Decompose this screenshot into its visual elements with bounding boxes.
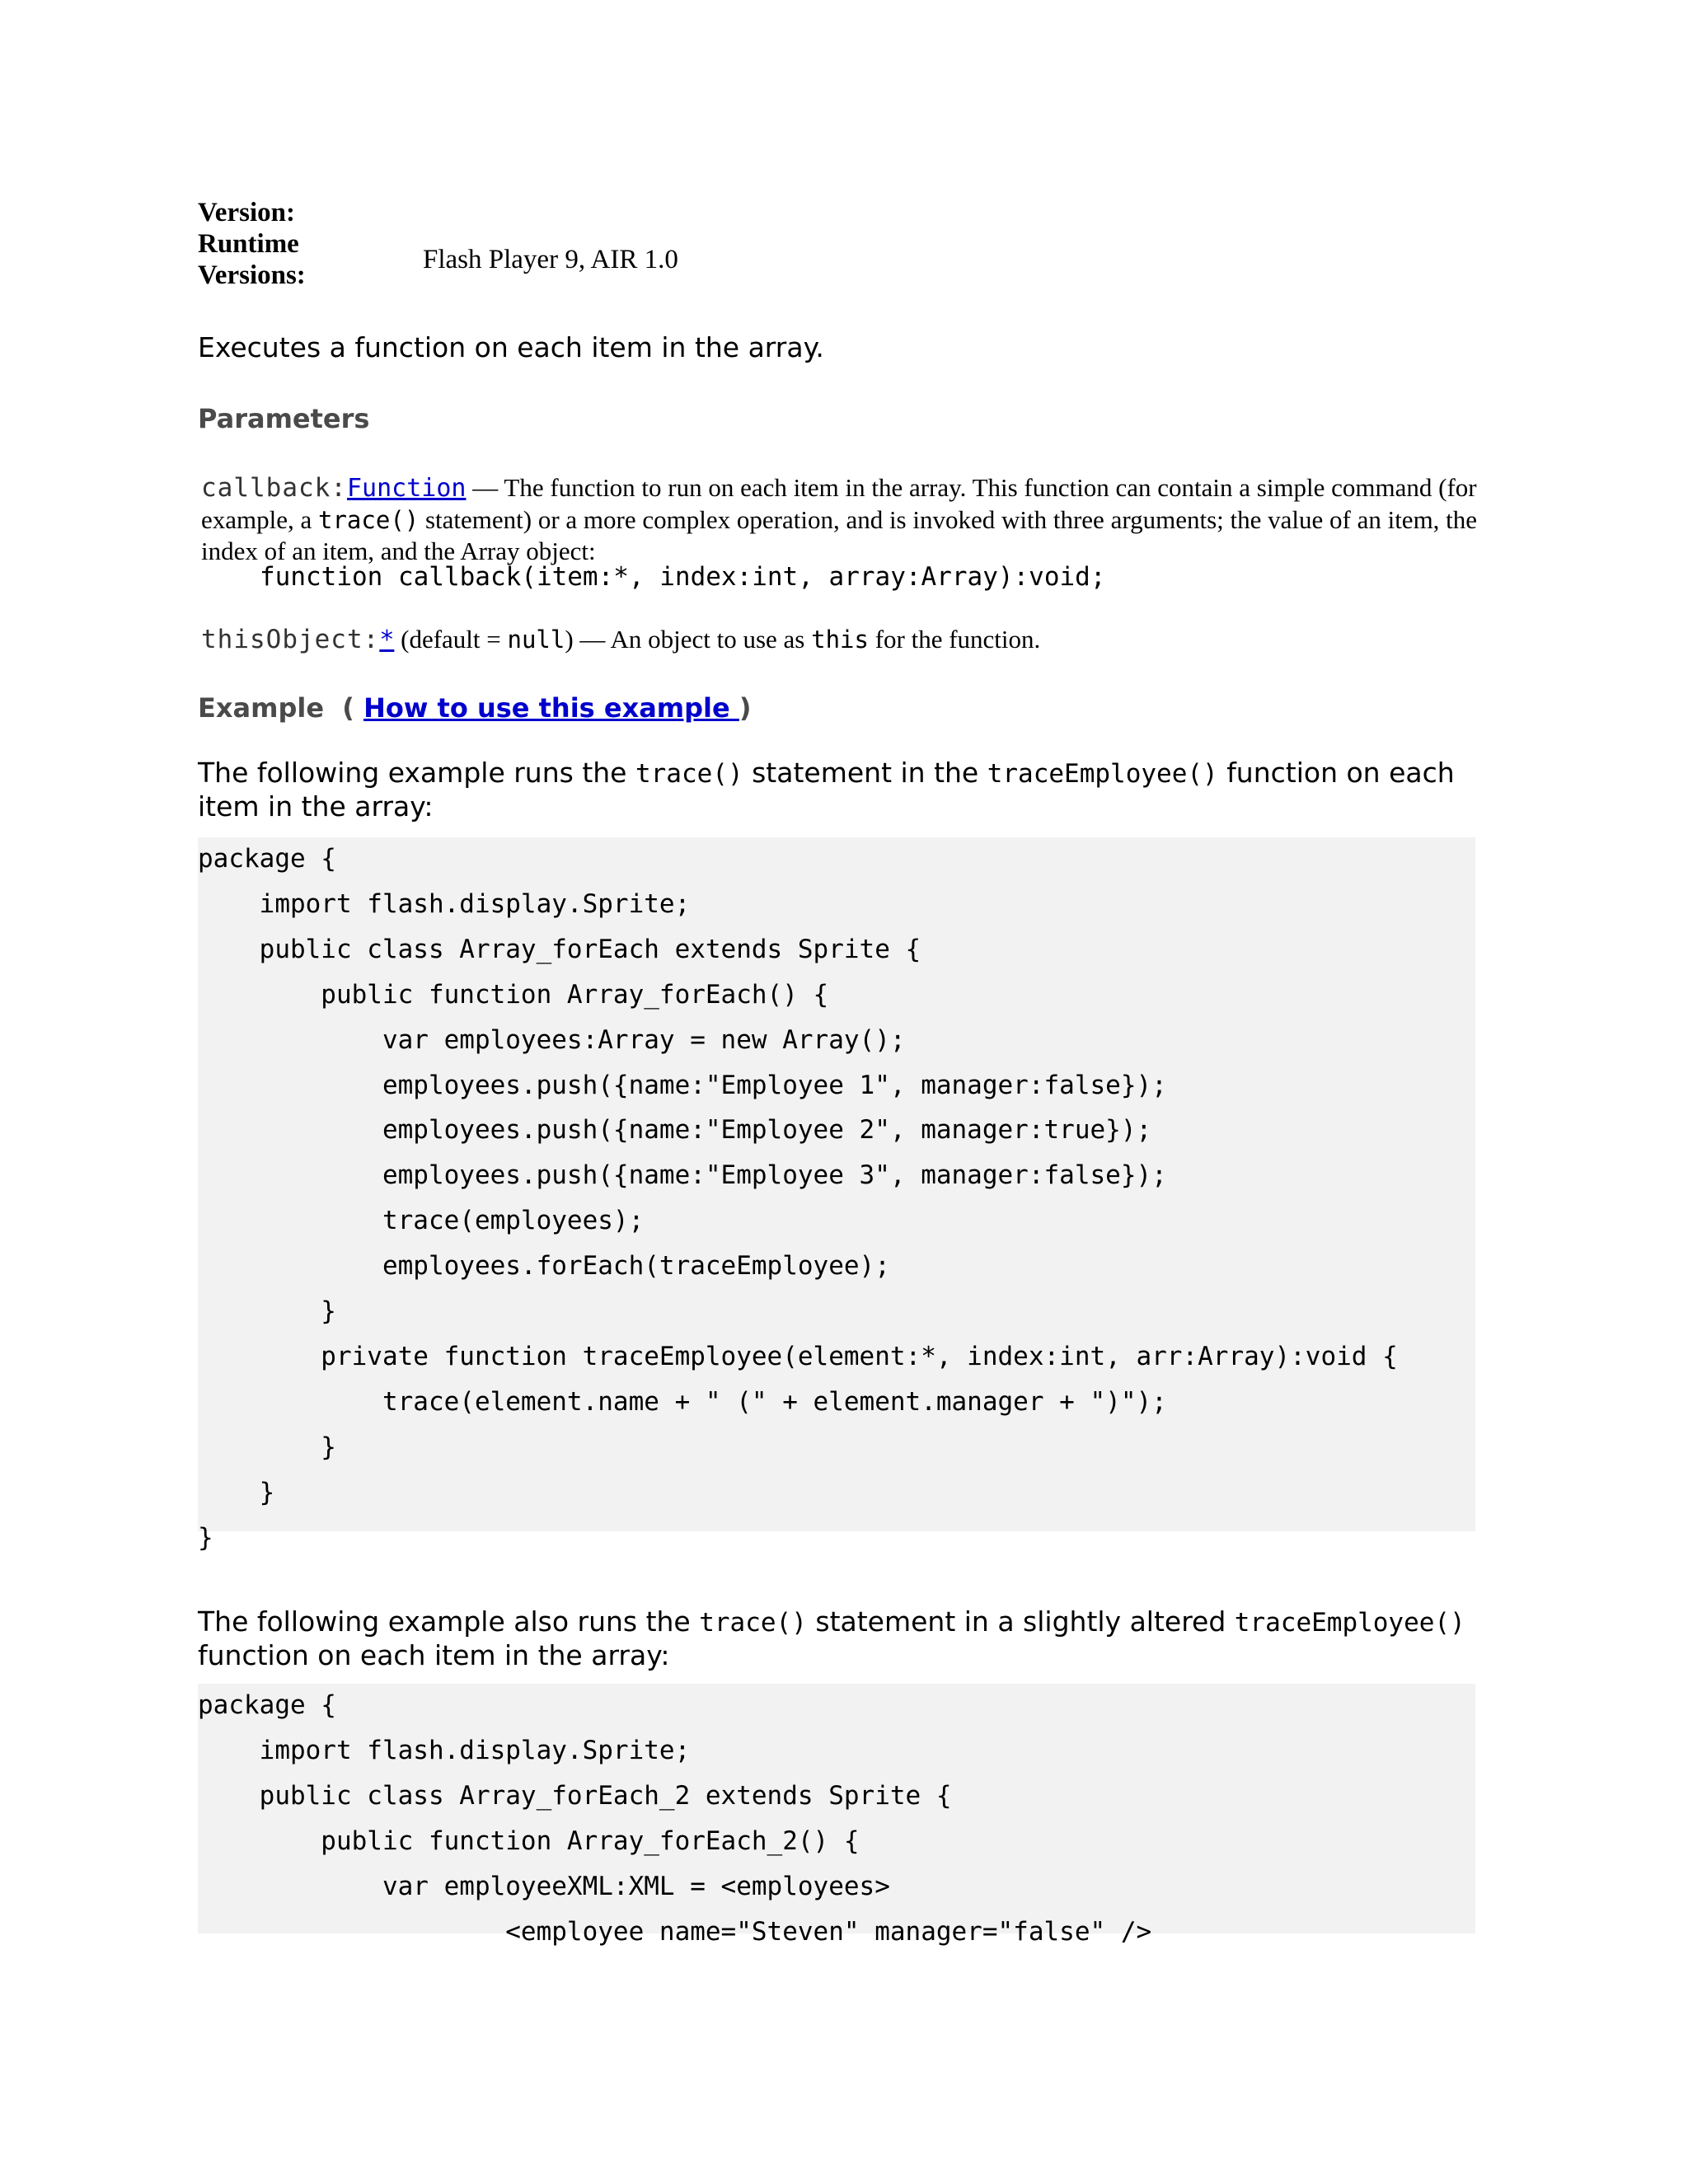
- inline-code: this: [811, 626, 869, 654]
- method-summary: Executes a function on each item in the array.: [198, 331, 824, 363]
- code-line: }: [198, 1522, 213, 1553]
- intro-text: statement in a slightly altered: [806, 1605, 1235, 1638]
- code-line: public class Array_forEach_2 extends Sprite {: [198, 1780, 952, 1811]
- code-line: <employee name="Steven" manager="false" />: [198, 1916, 1152, 1947]
- intro-text: function on each item in the array:: [198, 757, 1455, 823]
- param-description: — The function to run on each item in the array. This function can contain a simple command (for example, a: [201, 473, 1477, 534]
- inline-code: trace(): [318, 506, 420, 534]
- how-to-use-example-link[interactable]: How to use this example: [363, 692, 739, 724]
- function-type-link[interactable]: Function: [346, 474, 467, 503]
- code-line: employees.forEach(traceEmployee);: [198, 1251, 890, 1282]
- param-name: callback:: [201, 473, 347, 503]
- intro-text: statement in the: [743, 757, 987, 789]
- param-default-label: (default =: [394, 625, 508, 654]
- inline-code: trace(): [699, 1608, 807, 1638]
- code-line: public function Array_forEach() {: [198, 979, 829, 1010]
- any-type-link[interactable]: *: [379, 626, 395, 654]
- runtime-label-line2: Versions:: [198, 260, 306, 290]
- intro-text: The following example also runs the: [198, 1605, 700, 1638]
- code-line: employees.push({name:"Employee 3", manager:false});: [198, 1160, 1167, 1191]
- parameters-heading: Parameters: [198, 403, 370, 434]
- param-name: thisObject:: [201, 625, 380, 654]
- param-callback: [201, 472, 1487, 567]
- intro-text: function on each item in the array:: [198, 1639, 670, 1671]
- code-line: package {: [198, 844, 336, 874]
- code-line: public function Array_forEach_2() {: [198, 1825, 860, 1856]
- intro-text: The following example runs the: [198, 757, 635, 789]
- param-default-value: null: [507, 626, 565, 654]
- param-description: ) — An object to use as: [565, 625, 812, 654]
- code-line: trace(element.name + " (" + element.manager + ")");: [198, 1386, 1167, 1417]
- code-line: }: [198, 1432, 336, 1462]
- inline-code: traceEmployee(): [987, 759, 1218, 789]
- code-line: var employees:Array = new Array();: [198, 1024, 906, 1055]
- param-thisobject: [201, 624, 1487, 656]
- callback-signature: function callback(item:*, index:int, array:Array):void;: [260, 562, 1106, 592]
- code-line: }: [198, 1477, 275, 1507]
- runtime-label-line1: Runtime: [198, 229, 299, 259]
- paren-close: ): [738, 692, 752, 724]
- version-label: Version:: [198, 198, 295, 227]
- runtime-versions-value: Flash Player 9, AIR 1.0: [423, 245, 678, 274]
- code-line: }: [198, 1296, 336, 1326]
- example-heading: [198, 691, 751, 725]
- inline-code: traceEmployee(): [1234, 1608, 1465, 1638]
- param-description-cont: statement) or a more complex operation, and is invoked with three arguments; the value of an item, the index of an item, and the Array object:: [201, 505, 1478, 565]
- code-line: employees.push({name:"Employee 2", manager:true});: [198, 1115, 1152, 1146]
- code-line: trace(employees);: [198, 1206, 645, 1236]
- code-line: var employeeXML:XML = <employees>: [198, 1871, 890, 1901]
- code-example-2: [198, 1684, 1475, 1947]
- inline-code: trace(): [635, 759, 743, 789]
- param-description-cont: for the function.: [868, 625, 1041, 654]
- example-heading-text: Example: [198, 692, 325, 724]
- code-example-1: [198, 837, 1475, 1553]
- code-line: public class Array_forEach extends Sprite {: [198, 934, 921, 964]
- example2-intro: [198, 1605, 1500, 1672]
- code-line: import flash.display.Sprite;: [198, 888, 691, 919]
- paren-open: (: [342, 692, 364, 724]
- code-line: package {: [198, 1690, 336, 1720]
- code-line: import flash.display.Sprite;: [198, 1735, 691, 1765]
- code-line: private function traceEmployee(element:*, index:int, arr:Array):void {: [198, 1341, 1398, 1371]
- code-line: employees.push({name:"Employee 1", manager:false});: [198, 1070, 1167, 1100]
- example1-intro: [198, 757, 1500, 823]
